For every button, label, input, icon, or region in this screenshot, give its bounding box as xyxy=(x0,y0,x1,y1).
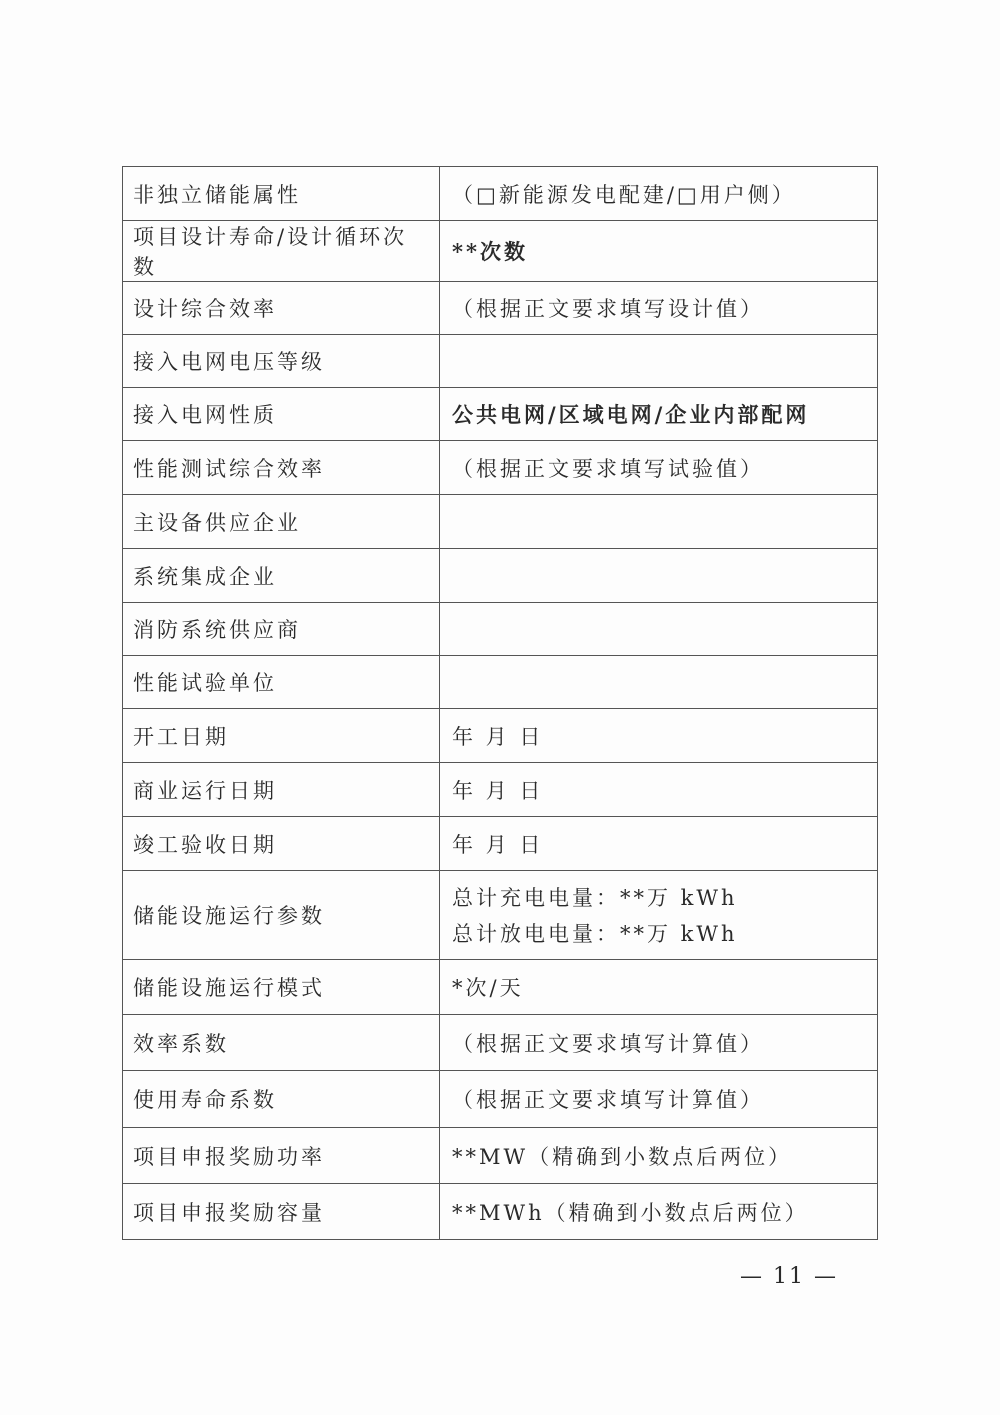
row-value-text: 年 月 日 xyxy=(452,832,544,857)
row-value-text: （□新能源发电配建/□用户侧） xyxy=(452,182,796,207)
row-label: 效率系数 xyxy=(123,1015,440,1071)
row-label: 消防系统供应商 xyxy=(123,603,440,656)
row-label: 主设备供应企业 xyxy=(123,495,440,549)
row-value-text: 年 月 日 xyxy=(452,778,544,803)
row-label: 商业运行日期 xyxy=(123,763,440,817)
row-value xyxy=(440,1071,878,1128)
table-row xyxy=(123,817,878,871)
row-value-text: （根据正文要求填写试验值） xyxy=(452,456,764,481)
row-label: 项目申报奖励容量 xyxy=(123,1184,440,1240)
row-label: 使用寿命系数 xyxy=(123,1071,440,1128)
row-value xyxy=(440,1128,878,1184)
row-label: 项目申报奖励功率 xyxy=(123,1128,440,1184)
table-row xyxy=(123,1071,878,1128)
row-label: 储能设施运行参数 xyxy=(123,871,440,960)
table-row xyxy=(123,709,878,763)
table-row xyxy=(123,871,878,960)
row-value-text: **MWh（精确到小数点后两位） xyxy=(452,1200,809,1225)
row-label: 项目设计寿命/设计循环次数 xyxy=(123,221,440,282)
row-value-text: （根据正文要求填写设计值） xyxy=(452,297,764,321)
table-row xyxy=(123,221,878,282)
table-row xyxy=(123,495,878,549)
row-value xyxy=(440,495,878,549)
row-value xyxy=(440,167,878,221)
row-value xyxy=(440,871,878,960)
row-value-text: *次/天 xyxy=(452,976,524,1000)
row-label: 性能试验单位 xyxy=(123,656,440,709)
table-row xyxy=(123,1015,878,1071)
row-label: 接入电网性质 xyxy=(123,388,440,441)
table-row xyxy=(123,282,878,335)
table-row xyxy=(123,549,878,603)
row-value xyxy=(440,441,878,495)
table-row xyxy=(123,960,878,1015)
row-value xyxy=(440,1184,878,1240)
table-row xyxy=(123,763,878,817)
row-value xyxy=(440,763,878,817)
page-number: — 11 — xyxy=(740,1264,838,1289)
row-value-text: （根据正文要求填写计算值） xyxy=(452,1088,764,1112)
row-value-text: 总计充电电量：**万 kWh xyxy=(452,886,738,910)
row-value-text: 公共电网/区域电网/企业内部配网 xyxy=(452,402,810,427)
row-label: 系统集成企业 xyxy=(123,549,440,603)
row-value xyxy=(440,656,878,709)
table-row xyxy=(123,388,878,441)
row-value xyxy=(440,817,878,871)
row-label: 储能设施运行模式 xyxy=(123,960,440,1015)
row-value xyxy=(440,549,878,603)
row-value-text: 年 月 日 xyxy=(452,724,544,749)
table-row xyxy=(123,441,878,495)
row-label: 设计综合效率 xyxy=(123,282,440,335)
row-value xyxy=(440,335,878,388)
row-label: 竣工验收日期 xyxy=(123,817,440,871)
row-value xyxy=(440,388,878,441)
row-value-text: **次数 xyxy=(452,239,528,264)
row-value-text: （根据正文要求填写计算值） xyxy=(452,1031,764,1056)
row-label: 性能测试综合效率 xyxy=(123,441,440,495)
row-value xyxy=(440,221,878,282)
project-info-table xyxy=(122,166,878,1240)
row-value xyxy=(440,603,878,656)
row-value xyxy=(440,709,878,763)
row-label: 开工日期 xyxy=(123,709,440,763)
row-value xyxy=(440,282,878,335)
table-row xyxy=(123,1128,878,1184)
table-row xyxy=(123,1184,878,1240)
row-value xyxy=(440,1015,878,1071)
table-row xyxy=(123,603,878,656)
row-label: 接入电网电压等级 xyxy=(123,335,440,388)
row-label: 非独立储能属性 xyxy=(123,167,440,221)
table-row xyxy=(123,656,878,709)
row-value-text: **MW（精确到小数点后两位） xyxy=(452,1144,793,1169)
row-value-text-2: 总计放电电量：**万 kWh xyxy=(452,922,738,946)
table-row xyxy=(123,335,878,388)
row-value xyxy=(440,960,878,1015)
table-row xyxy=(123,167,878,221)
